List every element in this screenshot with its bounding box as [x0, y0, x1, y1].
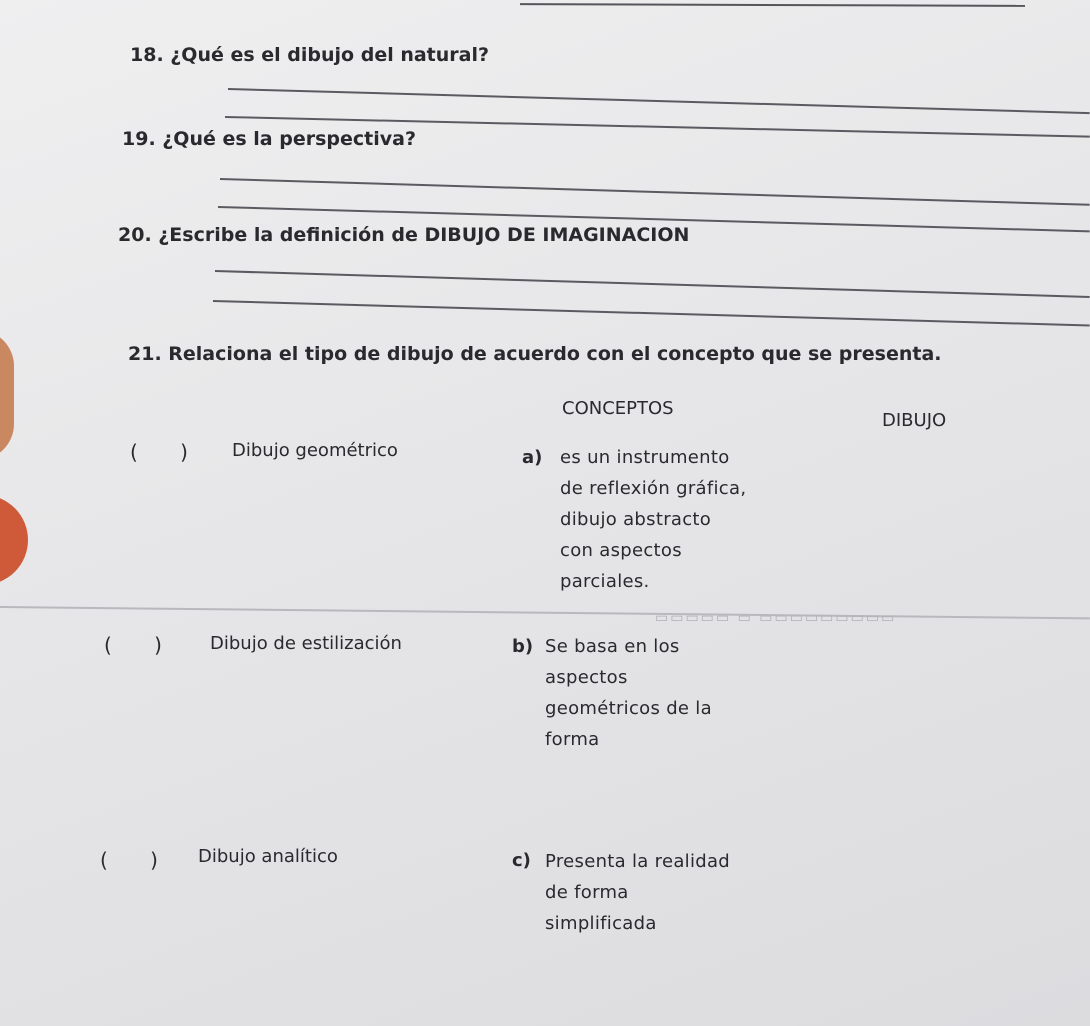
definition-line: de reflexión gráfica, [560, 478, 747, 499]
question-18: 18. ¿Qué es el dibujo del natural? [130, 44, 490, 66]
header-drawing: DIBUJO [882, 410, 947, 431]
definition-line: Se basa en los [545, 636, 680, 657]
option-letter-b: b) [512, 636, 534, 657]
definition-line: Presenta la realidad [545, 851, 731, 872]
definition-line: es un instrumento [560, 447, 730, 468]
definition-line: simplificada [545, 913, 657, 934]
definition-line: geométricos de la [545, 698, 712, 719]
answer-line [228, 88, 1090, 114]
definition-line: parciales. [560, 571, 650, 592]
option-letter-a: a) [522, 447, 543, 468]
top-answer-line [520, 3, 1025, 7]
answer-parentheses[interactable]: ( ) [130, 440, 206, 464]
definition-a [560, 442, 746, 597]
definition-c [545, 846, 730, 939]
finger-shape [0, 495, 28, 585]
question-21: 21. Relaciona el tipo de dibujo de acuerdo con el concepto que se presenta. [128, 343, 942, 365]
definition-line: forma [545, 729, 600, 750]
definition-line: de forma [545, 882, 629, 903]
definition-line: aspectos [545, 667, 628, 688]
finger-shape [0, 330, 14, 460]
answer-parentheses[interactable]: ( ) [104, 633, 180, 657]
answer-line [213, 300, 1090, 326]
definition-line: con aspectos [560, 540, 682, 561]
answer-line [220, 178, 1090, 206]
definition-line: dibujo abstracto [560, 509, 712, 530]
definition-b [545, 631, 712, 755]
show-through-text: ▭▭▭▭▭ ▭ ▭▭▭▭▭▭▭▭▭ [655, 610, 897, 626]
option-letter-c: c) [512, 850, 531, 871]
drawing-type-geometric: Dibujo geométrico [232, 440, 398, 461]
drawing-type-analytic: Dibujo analítico [198, 846, 338, 867]
question-20: 20. ¿Escribe la definición de DIBUJO DE IMAGINACION [118, 224, 690, 246]
paper-fold [0, 606, 1090, 619]
question-19: 19. ¿Qué es la perspectiva? [122, 128, 416, 150]
answer-line [215, 270, 1090, 298]
drawing-type-stylization: Dibujo de estilización [210, 633, 402, 654]
answer-parentheses[interactable]: ( ) [100, 848, 176, 872]
header-concepts: CONCEPTOS [562, 398, 674, 419]
